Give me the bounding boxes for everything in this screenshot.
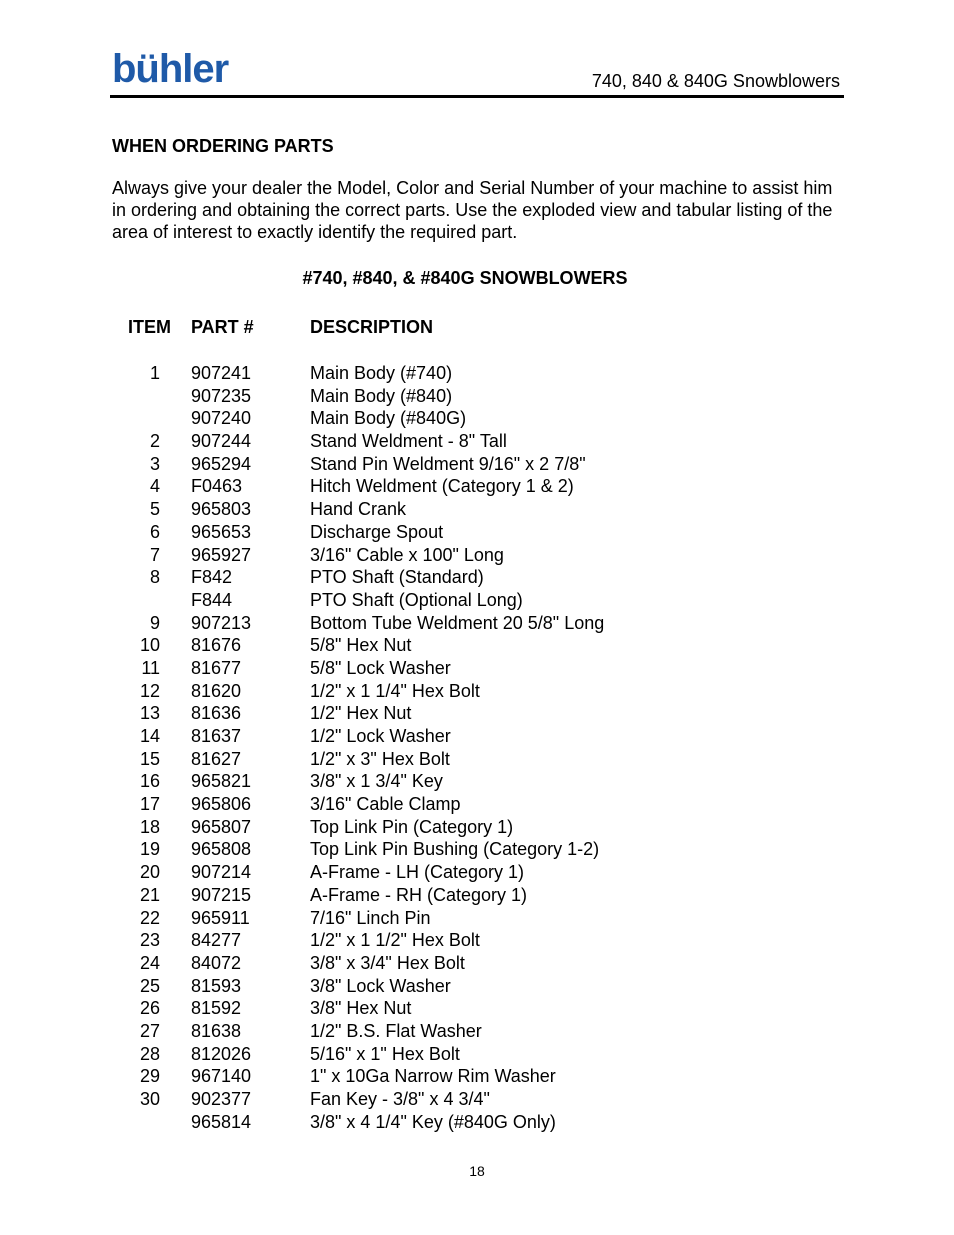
part-number: 902377 [191,1089,252,1109]
item-number: 13 [139,703,160,724]
item-number: 23 [139,930,160,951]
part-description: 3/8" Lock Washer [310,975,451,996]
item-number: 20 [139,862,160,883]
part-number: 965814 [191,1111,252,1132]
part-number: 84277 [191,930,242,951]
part-description: 1/2" x 3" Hex Bolt [310,748,450,769]
table-row [0,634,954,657]
part-number: 81592 [191,998,242,1019]
item-number: 9 [149,612,160,633]
part-number: 81676 [191,635,242,656]
part-description: 3/16" Cable x 100" Long [310,544,504,565]
table-row [0,612,954,635]
table-row [0,793,954,816]
table-row [0,702,954,725]
table-row [0,1065,954,1088]
part-number: F844 [191,589,233,610]
table-row [0,1043,954,1066]
part-description: 7/16" Linch Pin [310,907,431,928]
item-number: 11 [141,657,160,678]
item-number: 18 [139,816,160,837]
part-number: 965821 [191,771,252,792]
table-row [0,907,954,930]
part-description: Main Body (#740) [310,363,453,383]
table-row [0,453,954,476]
part-description: 1/2" x 1 1/4" Hex Bolt [310,680,480,701]
part-description: Stand Weldment - 8" Tall [310,431,507,452]
table-row [0,1020,954,1043]
part-description: 1" x 10Ga Narrow Rim Washer [310,1066,556,1087]
part-description: Discharge Spout [310,521,444,542]
table-row [0,521,954,544]
part-number: 81677 [191,657,242,678]
table-row [0,657,954,680]
item-number: 22 [139,907,160,928]
item-number: 10 [139,635,160,656]
part-description: Main Body (#840G) [310,408,467,429]
parts-table-title: #740, #840, & #840G SNOWBLOWERS [302,268,628,288]
item-number: 2 [149,431,160,452]
item-number: 17 [139,794,160,815]
table-row [0,544,954,567]
item-number: 24 [139,952,160,973]
table-row [0,566,954,589]
part-description: 1/2" x 1 1/2" Hex Bolt [310,930,480,951]
part-description: 1/2" Lock Washer [310,726,451,746]
table-row [0,816,954,839]
item-number: 8 [149,567,160,588]
table-row [0,997,954,1020]
part-number: 81636 [191,703,242,724]
section-heading: WHEN ORDERING PARTS [112,136,334,156]
header-divider [110,95,844,98]
part-number: 907240 [191,408,252,429]
part-number: 967140 [191,1066,252,1087]
table-row [0,770,954,793]
part-description: A-Frame - RH (Category 1) [310,884,528,905]
item-number: 4 [149,476,160,497]
table-row [0,589,954,612]
item-number: 21 [139,884,160,905]
parts-list [0,362,954,1133]
item-number: 14 [139,726,160,746]
part-description: 5/16" x 1" Hex Bolt [310,1043,460,1064]
part-number: 907215 [191,884,252,905]
table-row [0,725,954,748]
part-number: 81627 [191,748,242,769]
part-description: Bottom Tube Weldment 20 5/8" Long [310,612,605,633]
table-row [0,407,954,430]
part-number: 965653 [191,521,252,542]
item-number: 3 [149,453,160,474]
part-description: 1/2" Hex Nut [310,703,412,724]
part-number: F842 [191,567,233,588]
table-row [0,385,954,408]
item-number: 30 [139,1089,160,1109]
table-row [0,362,954,385]
item-number: 25 [139,975,160,996]
table-row [0,884,954,907]
table-row [0,952,954,975]
part-number: 81638 [191,1020,242,1041]
part-number: 965911 [191,907,250,928]
item-number: 27 [139,1020,160,1041]
part-number: 907213 [191,612,252,633]
part-number: 907244 [191,431,252,452]
part-description: 3/8" x 4 1/4" Key (#840G Only) [310,1111,556,1132]
part-description: PTO Shaft (Optional Long) [310,589,523,610]
part-number: 965807 [191,816,252,837]
part-number: 81593 [191,975,242,996]
part-description: 5/8" Lock Washer [310,657,451,678]
column-header-item: ITEM [128,317,171,337]
part-number: 907241 [191,363,252,383]
part-number: 965803 [191,499,252,520]
part-description: 3/16" Cable Clamp [310,794,461,815]
part-description: Hitch Weldment (Category 1 & 2) [310,476,574,497]
item-number: 6 [149,521,160,542]
part-description: Fan Key - 3/8" x 4 3/4" [310,1089,490,1109]
item-number: 1 [149,363,160,383]
item-number: 7 [149,544,160,565]
table-row [0,430,954,453]
buhler-logo: bühler [112,47,229,91]
table-row [0,680,954,703]
part-number: 84072 [191,952,242,973]
table-row [0,1111,954,1134]
part-number: 81637 [191,726,242,746]
item-number: 19 [139,839,160,860]
table-row [0,1088,954,1111]
item-number: 12 [139,680,160,701]
part-description: Hand Crank [310,499,407,520]
table-row [0,861,954,884]
intro-paragraph: Always give your dealer the Model, Color and Serial Number of your machine to assist him in ordering and obtaining the correct parts. Use the exploded view and tabular listing of the area of interest to exactly identify the required part. [112,178,833,242]
part-number: 812026 [191,1043,252,1064]
column-header-part: PART # [191,317,254,337]
part-description: 3/8" x 3/4" Hex Bolt [310,952,465,973]
part-number: 907214 [191,862,252,883]
part-number: 965808 [191,839,252,860]
table-row [0,475,954,498]
item-number: 15 [139,748,160,769]
table-row [0,838,954,861]
part-description: 5/8" Hex Nut [310,635,412,656]
table-row [0,975,954,998]
part-description: Main Body (#840) [310,385,453,406]
part-description: Top Link Pin (Category 1) [310,816,514,837]
part-number: 965806 [191,794,252,815]
part-number: 965927 [191,544,252,565]
table-row [0,748,954,771]
item-number: 5 [149,499,160,520]
part-number: 81620 [191,680,242,701]
item-number: 28 [139,1043,160,1064]
part-description: Stand Pin Weldment 9/16" x 2 7/8" [310,453,586,474]
part-description: 3/8" Hex Nut [310,998,412,1019]
item-number: 29 [139,1066,160,1087]
table-row [0,498,954,521]
table-row [0,929,954,952]
part-number: F0463 [191,476,243,497]
part-number: 965294 [191,453,252,474]
item-number: 16 [139,771,160,792]
column-header-description: DESCRIPTION [310,317,434,337]
part-description: PTO Shaft (Standard) [310,567,484,588]
document-title: 740, 840 & 840G Snowblowers [591,71,840,91]
page-number: 18 [469,1163,485,1179]
part-description: 3/8" x 1 3/4" Key [310,771,443,792]
part-description: A-Frame - LH (Category 1) [310,862,525,883]
item-number: 26 [139,998,160,1019]
part-description: Top Link Pin Bushing (Category 1-2) [310,839,600,860]
part-number: 907235 [191,385,252,406]
part-description: 1/2" B.S. Flat Washer [310,1020,482,1041]
